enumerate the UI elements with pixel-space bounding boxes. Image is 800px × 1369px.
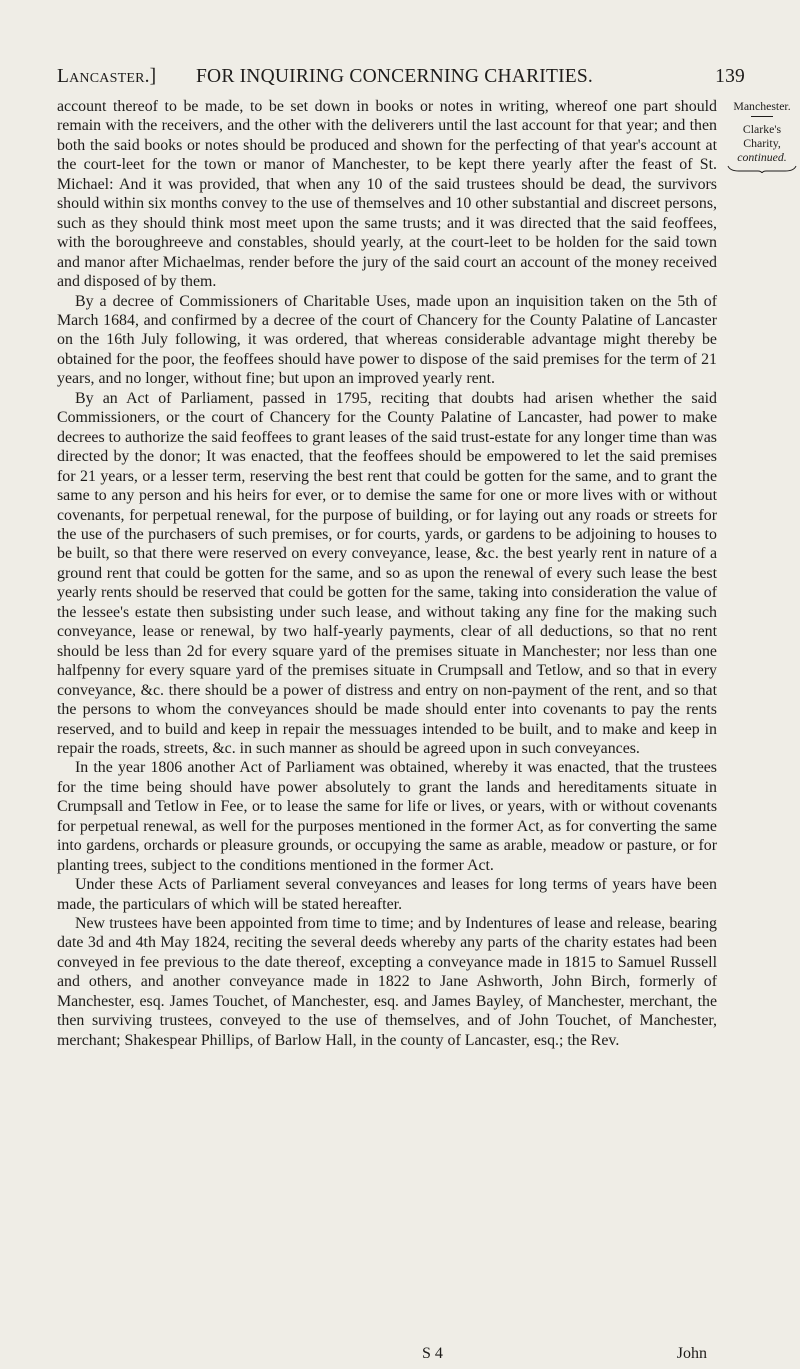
paragraph-continued: account thereof to be made, to be set down in books or notes in writing, whereof one part should remain with the receivers, and the other with the deliverers until the last account for that year; and then both the said books or notes should be produced and shown for the perfecting of that year's account at the court-leet for the town or manor of Manchester, to be kept there yearly after the feast of St. Michael: And it was provided, that when any 10 of the said trustees should be dead, the survivors should within six months convey to the use of themselves and 10 other substantial and discreet persons, such as they should think most meet upon the same trusts; and it was directed that the said feoffees, with the boroughreeve and constables, should yearly, at the court-leet to be holden for the said town and manor after Michaelmas, render before the jury of the said court an account of the money received and disposed of by them. (57, 98, 717, 291)
margin-note-rule (751, 116, 773, 117)
paragraph-decree-1684: By a decree of Commissioners of Charitable Uses, made upon an inquisition taken on the 5th of March 1684, and confirmed by a decree of the court of Chancery for the County Palatine of Lancaster on the 16th July following, it was ordered, that whereas considerable advantage might thereby be obtained for the poor, the feoffees should have power to dispose of the said premises for the term of 21 years, and no longer, without fine; but upon an improved yearly rent. (57, 292, 717, 388)
page-number: 139 (715, 66, 745, 87)
margin-note (724, 99, 800, 173)
page-footer (57, 1345, 717, 1365)
body-text (57, 97, 717, 1050)
margin-note-place: Manchester. (733, 99, 791, 113)
paragraph-act-1806: In the year 1806 another Act of Parliament was obtained, whereby it was enacted, that the trustees for the time being should have power absolutely to grant the lands and hereditaments situate in Crumpsall and Tetlow in Fee, or to lease the same for life or lives, or years, with or without covenants for perpetual renewal, as well for the purposes mentioned in the former Act, as for converting the same into gardens, orchards or pleasure grounds, or occupying the same as arable, meadow or pasture, or for planting trees, subject to the conditions mentioned in the former Act. (57, 759, 717, 874)
paragraph-conveyances: Under these Acts of Parliament several conveyances and leases for long terms of years have been made, the particulars of which will be stated hereafter. (57, 876, 717, 913)
margin-note-continued: continued. (737, 150, 787, 164)
paragraph-new-trustees: New trustees have been appointed from time to time; and by Indentures of lease and release, bearing date 3d and 4th May 1824, reciting the several deeds whereby any parts of the charity estates had been conveyed in fee previous to the date thereof, excepting a conveyance made in 1815 to Samuel Russell and others, and another conveyance made in 1822 to Jane Ashworth, John Birch, formerly of Manchester, esq. James Touchet, of Manchester, esq. and James Bayley, of Manchester, merchant, the then surviving trustees, conveyed to the use of themselves, and of John Touchet, of Manchester, merchant; Shakespear Phillips, of Barlow Hall, in the county of Lancaster, esq.; the Rev. (57, 915, 717, 1049)
signature-mark: S 4 (422, 1345, 443, 1362)
paragraph-act-1795: By an Act of Parliament, passed in 1795, reciting that doubts had arisen whether the said Commissioners, or the court of Chancery for the County Palatine of Lancaster, had power to make decrees to authorize the said feoffees to grant leases of the said trust-estate for any longer time than was directed by the donor; It was enacted, that the feoffees should be empowered to let the said premises for 21 years, or a lesser term, reserving the best rent that could be gotten for the same, and to grant the same to any person and his heirs for ever, or to demise the same for one or more lives with or without covenants, for perpetual renewal, for the purpose of building, or for laying out any roads or streets for the use of the purchasers of such premises, or for courts, yards, or gardens to be adjoining to houses to be built, so that there were reserved on every conveyance, lease, &c. the best yearly rent in nature of a ground rent that could be gotten for the same, and so as upon the renewal of every such lease the best yearly rents should be reserved that could be gotten for the same, taking into consideration the value of the lessee's estate then subsisting under such lease, and without taking any fine for the making such conveyance, lease or renewal, by two half-yearly payments, clear of all deductions, so that no rent should be less than 2d for every square yard of the premises situate in Manchester; nor less than one halfpenny for every square yard of the premises situate in Crumpsall and Tetlow, and so that in every conveyance, &c. there should be a power of distress and entry on non-payment of the rent, and so that the persons to whom the conveyances should be made should enter into covenants to pay the rents reserved, and to build and keep in repair the messuages intended to be built, and to make and keep in repair the roads, streets, &c. in such manner as should be agreed upon in such conveyances. (57, 389, 717, 757)
running-header (57, 66, 745, 92)
header-title: FOR INQUIRING CONCERNING CHARITIES. (196, 66, 593, 87)
margin-note-brace (727, 165, 797, 173)
catchword: John (676, 1345, 707, 1362)
header-county: Lancaster.] (57, 66, 157, 87)
margin-note-charity: Clarke's Charity, (742, 122, 782, 150)
